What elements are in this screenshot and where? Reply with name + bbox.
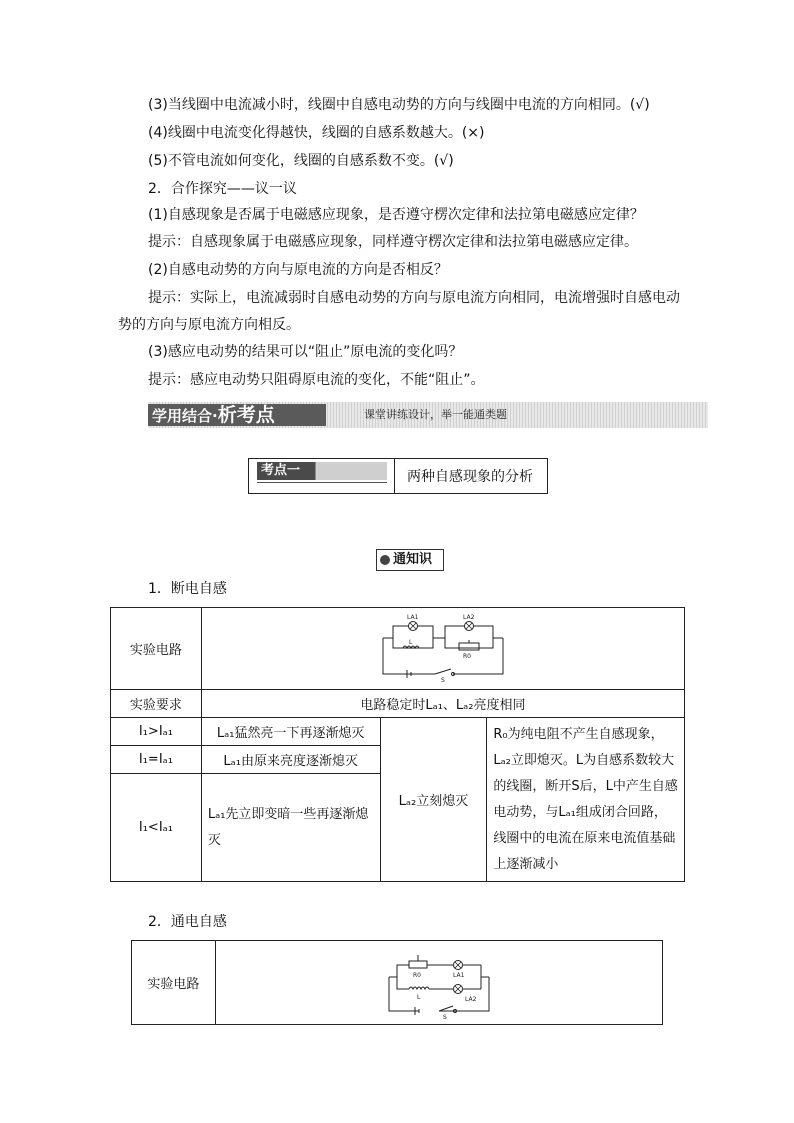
knowledge-label bbox=[376, 549, 444, 571]
tongdian-heading: 2．通电自感 bbox=[148, 914, 227, 930]
topic-title: 两种自感现象的分析 bbox=[407, 469, 533, 485]
banner-title-b: 析考点 bbox=[217, 404, 275, 426]
circuit-cell bbox=[201, 608, 684, 690]
circuit-label-la1: LA1 bbox=[406, 613, 419, 621]
circuit-label-l: L bbox=[408, 638, 413, 646]
table-row bbox=[111, 690, 685, 718]
row-label: 实验要求 bbox=[111, 690, 202, 718]
banner-subtitle: 课堂讲练设计，举一能通类题 bbox=[364, 408, 507, 421]
duandian-table bbox=[110, 607, 685, 882]
tongdian-table bbox=[131, 940, 663, 1025]
statement-5: (5)不管电流如何变化，线圈的自感系数不变。(√) bbox=[148, 153, 454, 169]
statement-3: (3)当线圈中电流减小时，线圈中自感电动势的方向与线圈中电流的方向相同。(√) bbox=[148, 97, 650, 113]
result-cell: Lₐ₁由原来亮度逐渐熄灭 bbox=[201, 746, 380, 774]
section-banner bbox=[148, 402, 708, 428]
bullet-icon bbox=[380, 555, 390, 565]
circuit-label-s: S bbox=[442, 1013, 447, 1019]
topic-tag-label: 考点一 bbox=[261, 463, 301, 478]
banner-title bbox=[148, 404, 326, 426]
topic-tag bbox=[249, 459, 395, 493]
section-heading: 2．合作探究——议一议 bbox=[148, 181, 297, 197]
knowledge-label-text: 通知识 bbox=[393, 552, 433, 567]
circuit-label-la2: LA2 bbox=[464, 995, 477, 1003]
statement-4: (4)线圈中电流变化得越快，线圈的自感系数越大。(×) bbox=[148, 125, 485, 141]
condition-cell: I₁=Iₐ₁ bbox=[111, 746, 202, 774]
circuit-diagram-2 bbox=[379, 947, 499, 1019]
banner-title-a: 学用结合· bbox=[152, 407, 218, 425]
duandian-heading: 1．断电自感 bbox=[148, 581, 227, 597]
table-row bbox=[111, 608, 685, 690]
circuit-cell bbox=[215, 941, 662, 1025]
circuit-label-r0: R0 bbox=[412, 971, 421, 979]
condition-cell: I₁>Iₐ₁ bbox=[111, 718, 202, 746]
question-3: (3)感应电动势的结果可以“阻止”原电流的变化吗？ bbox=[148, 344, 463, 360]
topic-box bbox=[248, 458, 548, 494]
explanation-cell: R₀为纯电阻不产生自感现象，Lₐ₂立即熄灭。L为自感系数较大的线圈，断开S后，L中产生自感电动势，与Lₐ₁组成闭合回路，线圈中的电流在原来电流值基础上逐渐减小 bbox=[487, 718, 685, 882]
circuit-label-la1: LA1 bbox=[452, 971, 465, 979]
topic-tag-underline bbox=[257, 482, 387, 483]
answer-2-line2: 势的方向与原电流方向相反。 bbox=[118, 317, 300, 333]
circuit-label-s: S bbox=[440, 676, 445, 684]
row-value: 电路稳定时Lₐ₁、Lₐ₂亮度相同 bbox=[201, 690, 684, 718]
answer-1: 提示：自感现象属于电磁感应现象，同样遵守楞次定律和法拉第电磁感应定律。 bbox=[148, 234, 638, 250]
table-row bbox=[111, 718, 685, 746]
question-2: (2)自感电动势的方向与原电流的方向是否相反？ bbox=[148, 262, 448, 278]
table-row bbox=[132, 941, 663, 1025]
question-1: (1)自感现象是否属于电磁感应现象，是否遵守楞次定律和法拉第电磁感应定律？ bbox=[148, 207, 644, 223]
circuit-label-l: L bbox=[416, 993, 421, 1001]
answer-3: 提示：感应电动势只阻碍原电流的变化，不能“阻止”。 bbox=[148, 372, 485, 388]
condition-cell: I₁<Iₐ₁ bbox=[111, 774, 202, 882]
row-label: 实验电路 bbox=[132, 941, 216, 1025]
circuit-label-r0: R0 bbox=[462, 652, 471, 660]
circuit-diagram-1 bbox=[373, 614, 513, 684]
la2-result-cell: Lₐ₂立刻熄灭 bbox=[380, 718, 487, 882]
answer-2-line1: 提示：实际上，电流减弱时自感电动势的方向与原电流方向相同，电流增强时自感电动 bbox=[148, 290, 680, 306]
circuit-label-la2: LA2 bbox=[462, 613, 475, 621]
result-cell: Lₐ₁猛然亮一下再逐渐熄灭 bbox=[201, 718, 380, 746]
result-cell: Lₐ₁先立即变暗一些再逐渐熄灭 bbox=[201, 774, 380, 882]
row-label: 实验电路 bbox=[111, 608, 202, 690]
